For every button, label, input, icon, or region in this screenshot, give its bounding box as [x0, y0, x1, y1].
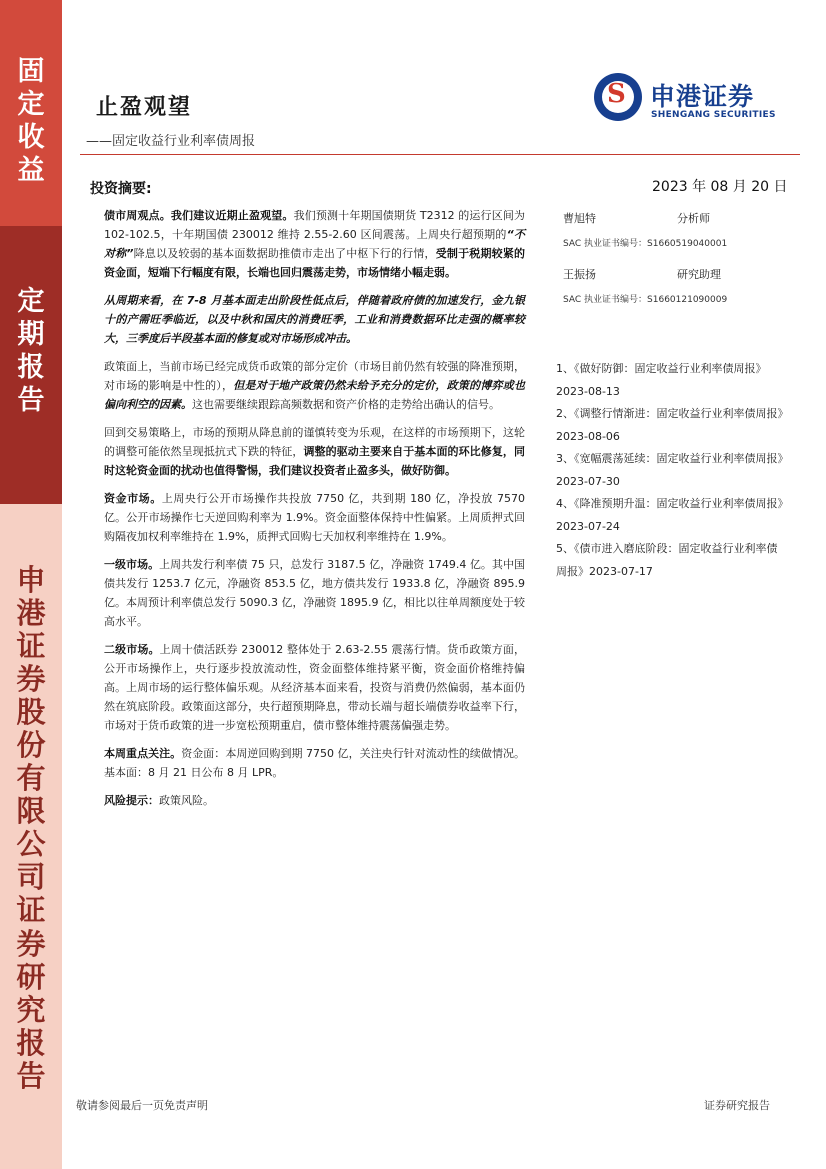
- logo-glyph: S: [607, 79, 626, 109]
- sidebar-char: 报: [17, 351, 45, 383]
- analyst-list: [563, 210, 793, 322]
- paragraph-secondary-market: [104, 640, 525, 735]
- related-report-link[interactable]: 2、《调整行情渐进：固定收益行业利率债周报》2023-08-06: [556, 407, 783, 443]
- related-report-link[interactable]: 3、《宽幅震荡延续：固定收益行业利率债周报》2023-07-30: [556, 452, 783, 488]
- text-run: 回到交易策略上，市场的预期从降息前的谨慎转变为乐观，在这样的市场预期下，这轮的调整可能依然呈现抵抗式下跌的特征，: [104, 426, 525, 458]
- sidebar-char: 报: [16, 1025, 46, 1060]
- sidebar-char: 股: [16, 695, 46, 730]
- sidebar-char: 券: [16, 926, 46, 961]
- analyst-name: 曹旭特: [563, 212, 596, 225]
- bold-run: 调整的驱动主要来自于基本面的环比修复，同时这轮资金面的扰动也值得警惕，我们建议投资者止盈多头，做好防御。: [104, 445, 526, 477]
- bold-paragraph: 从周期来看，在 7-8 月基本面走出阶段性低点后，伴随着政府债的加速发行，金九银十的产需旺季临近，以及中秋和国庆的消费旺季，工业和消费数据环比走强的概率较大，三季度后半段基本面的修复或对市场形成冲击。: [104, 294, 525, 345]
- report-title: 止盈观望: [96, 94, 193, 120]
- bold-run: 但是对于地产政策仍然未给予充分的定价，政策的博弈或也偏向利空的因素。: [104, 379, 526, 411]
- paragraph-strategy: [104, 423, 525, 480]
- sidebar-char: 研: [16, 959, 46, 994]
- sidebar-company: [0, 504, 62, 1169]
- sidebar-char: 告: [17, 384, 45, 416]
- logo-name-cn: 申港证券: [650, 82, 755, 111]
- bold-lead: 一级市场。: [104, 558, 160, 571]
- text-run: 降息以及较弱的基本面数据助推债市走出了中枢下行的行情，: [133, 247, 436, 260]
- text-run: 这也需要继续跟踪高频数据和资产价格的走势给出确认的信号。: [192, 398, 500, 411]
- text-run: 我们预测十年期国债期货 T2312 的运行区间为 102-102.5，十年期国债 230012 维持 2.55-2.60 区间震荡。上周央行超预期的: [104, 209, 525, 241]
- sidebar-char: 定: [17, 88, 45, 120]
- sidebar-char: 期: [17, 318, 45, 350]
- paragraph-primary-market: [104, 555, 525, 631]
- related-report-link[interactable]: 4、《降准预期升温：固定收益行业利率债周报》2023-07-24: [556, 497, 783, 533]
- analyst-sac-number: SAC 执业证书编号：S1660519040001: [563, 239, 728, 249]
- sidebar-char: 券: [16, 662, 46, 697]
- sidebar-char: 收: [17, 121, 45, 153]
- bold-lead: 风险提示：: [104, 794, 159, 807]
- bold-lead: 本周重点关注。: [104, 747, 182, 760]
- footer-disclaimer: 敬请参阅最后一页免责声明: [76, 1099, 208, 1112]
- analyst-entry: [563, 266, 793, 322]
- text-run: 上周共发行利率债 75 只，总发行 3187.5 亿，净融资 1749.4 亿。其中国债共发行 1253.7 亿元，净融资 853.5 亿，地方债共发行 1933.8 亿，净融资 895.9 亿。本周预计利率债总发行 5090.3 亿，净融资 1895.9 亿，相比以往单周额度处于较高水平。: [104, 558, 525, 628]
- logo-mark-icon: [594, 73, 642, 121]
- sidebar-char: 固: [17, 56, 45, 87]
- sidebar-char: 公: [16, 827, 46, 862]
- related-reports: [556, 358, 786, 583]
- report-date: 2023 年 08 月 20 日: [652, 179, 788, 195]
- sidebar-report-type: [0, 226, 62, 504]
- text-run: 上周十债活跃券 230012 整体处于 2.63-2.55 震荡行情。货币政策方面，公开市场操作上，央行逐步投放流动性，资金面整体维持紧平衡，资金面价格维持偏高。上周市场的运行整体偏乐观。从经济基本面来看，投资与消费仍然偏弱，基本面仍然在筑底阶段。政策面这部分，央行超预期降息，带动长端与超长端债券收益率下行，市场对于货币政策的进一步宽松预期重启，债市整体维持震荡偏强走势。: [104, 643, 525, 732]
- text-run: 资金面：本周逆回购到期 7750 亿，关注央行针对流动性的续做情况。基本面：8 月 21 日公布 8 月 LPR。: [104, 747, 525, 779]
- analyst-role: 研究助理: [677, 268, 721, 281]
- header-divider: [80, 154, 800, 155]
- paragraph-cycle: [104, 291, 525, 348]
- company-logo: [594, 73, 784, 125]
- related-report-link[interactable]: 5、《债市进入磨底阶段：固定收益行业利率债周报》2023-07-17: [556, 542, 778, 578]
- text-run: 政策风险。: [159, 794, 214, 807]
- bold-quote: “不对称”: [104, 228, 525, 260]
- sidebar-char: 告: [16, 1058, 46, 1093]
- bold-lead: 资金市场。: [104, 492, 162, 505]
- related-report-link[interactable]: 1、《做好防御：固定收益行业利率债周报》2023-08-13: [556, 362, 767, 398]
- paragraph-focus: [104, 744, 525, 782]
- text-run: 上周央行公开市场操作共投放 7750 亿，共到期 180 亿，净投放 7570 亿。公开市场操作七天逆回购利率为 1.9%。资金面整体保持中性偏紧。上周质押式回购隔夜加权利率维持在 1.9%，质押式回购七天加权利率维持在 1.9%。: [104, 492, 526, 543]
- paragraph-bond-view: [104, 206, 525, 282]
- sidebar-char: 定: [17, 286, 45, 317]
- sidebar-char: 究: [16, 992, 46, 1027]
- logo-name-en: SHENGANG SECURITIES: [651, 110, 776, 120]
- analyst-entry: [563, 210, 793, 266]
- paragraph-policy: [104, 357, 525, 414]
- paragraph-money-market: [104, 489, 525, 546]
- summary-body: [104, 206, 525, 819]
- sidebar-char: 司: [16, 860, 46, 895]
- footer-doc-type: 证券研究报告: [704, 1099, 770, 1112]
- bold-lead: 债市周观点。我们建议近期止盈观望。: [104, 209, 294, 222]
- sidebar-char: 益: [17, 154, 45, 186]
- sidebar-category: [0, 0, 62, 226]
- summary-heading: 投资摘要:: [90, 181, 152, 197]
- analyst-role: 分析师: [677, 212, 710, 225]
- sidebar: [0, 0, 62, 1169]
- sidebar-char: 证: [16, 629, 46, 664]
- bold-lead: 二级市场。: [104, 643, 160, 656]
- text-run: 政策面上，当前市场已经完成货币政策的部分定价（市场目前仍然有较强的降准预期，对市场的影响是中性的），: [104, 360, 525, 392]
- analyst-sac-number: SAC 执业证书编号：S1660121090009: [563, 295, 728, 305]
- sidebar-char: 证: [16, 893, 46, 928]
- sidebar-char: 限: [16, 794, 46, 829]
- bold-run: 受制于税期较紧的资金面，短端下行幅度有限，长端也回归震荡走势，市场情绪小幅走弱。: [104, 247, 526, 279]
- report-subtitle: ——固定收益行业利率债周报: [86, 134, 256, 149]
- sidebar-char: 份: [16, 728, 46, 763]
- sidebar-char: 有: [16, 761, 46, 796]
- analyst-name: 王振扬: [563, 268, 596, 281]
- sidebar-char: 港: [16, 596, 46, 631]
- sidebar-char: 申: [16, 563, 46, 597]
- paragraph-risk: [104, 791, 525, 810]
